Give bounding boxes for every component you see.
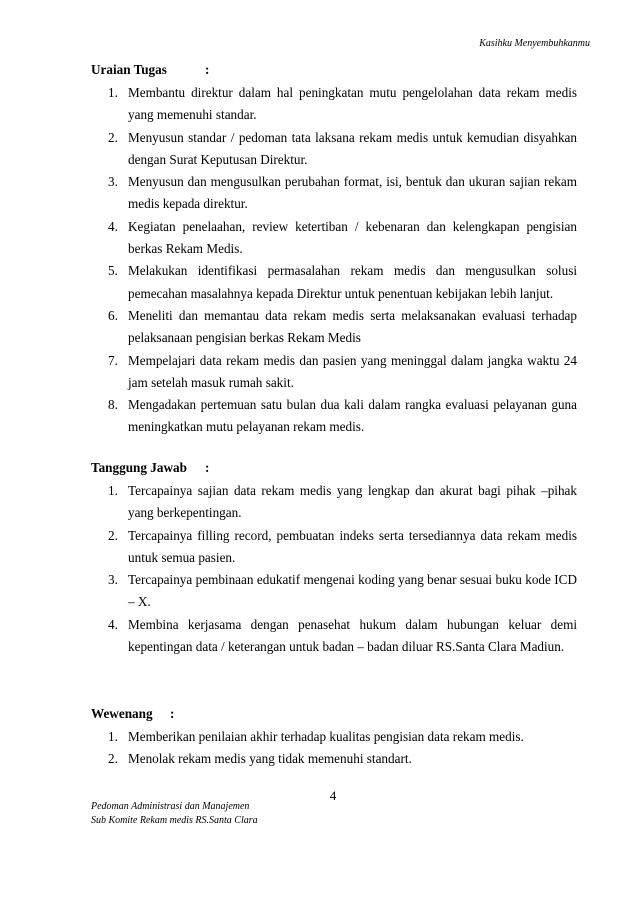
section-title-colon: : [205,62,210,77]
list-item [108,260,577,305]
list-number: 1. [108,483,118,498]
wewenang-list [108,726,577,771]
list-item [108,614,577,659]
section-title-wewenang [91,706,175,722]
page-footer [91,800,258,827]
section-title-colon: : [170,706,175,721]
list-number: 3. [108,174,118,190]
section-title-tanggung-jawab [91,460,210,476]
list-text: Melakukan identifikasi permasalahan rekam medis dan mengusulkan solusi pemecahan masalahnya kepada Direktur untuk penentuan kebijakan lebih lanjut. [128,263,577,301]
list-text: Membina kerjasama dengan penasehat hukum dalam hubungan keluar demi kepentingan data / keterangan untuk badan – badan diluar RS.Santa Clara Madiun. [128,616,577,655]
list-item [108,394,577,439]
tanggung-jawab-list [108,480,577,658]
list-text: Menyusun standar / pedoman tata laksana rekam medis untuk kemudian disyahkan dengan Surat Keputusan Direktur. [128,129,577,167]
list-number: 4. [108,616,118,632]
list-number: 2. [108,751,118,767]
list-item [108,305,577,350]
footer-line-1: Pedoman Administrasi dan Manajemen [91,801,250,812]
list-number: 7. [108,352,118,368]
list-text: Tercapainya pembinaan edukatif mengenai koding yang benar sesuai buku kode ICD – X. [128,572,577,610]
list-item [108,216,577,261]
page-number: 4 [329,788,337,803]
section-title-colon: : [205,460,210,475]
list-item [108,350,577,395]
footer-line-2: Sub Komite Rekam medis RS.Santa Clara [91,814,258,826]
list-text: Kegiatan penelaahan, review ketertiban / kebenaran dan kelengkapan pengisian berkas Rekam Medis. [128,218,577,257]
list-item [108,171,577,216]
section-title-uraian-tugas [91,62,210,78]
list-item [108,127,577,172]
list-text: Menolak rekam medis yang tidak memenuhi standart. [128,751,412,767]
list-item [108,82,577,127]
section-title-text: Uraian Tugas [91,62,167,77]
list-number: 6. [108,307,118,323]
list-number: 2. [108,129,118,145]
list-number: 1. [108,85,118,100]
list-item [108,480,577,525]
list-number: 1. [108,729,118,744]
list-item [108,726,577,748]
list-text: Tercapainya filling record, pembuatan indeks serta tersediannya data rekam medis untuk semua pasien. [128,527,577,565]
list-number: 8. [108,397,118,413]
list-text: Meneliti dan memantau data rekam medis serta melaksanakan evaluasi terhadap pelaksanaan pengisian berkas Rekam Medis [128,307,577,346]
list-number: 3. [108,572,118,588]
list-text: Mengadakan pertemuan satu bulan dua kali dalam rangka evaluasi pelayanan guna meningkatkan mutu pelayanan rekam medis. [128,397,577,435]
list-number: 2. [108,527,118,543]
uraian-tugas-list [108,82,577,439]
list-item [108,569,577,614]
section-title-text: Tanggung Jawab [91,460,187,475]
list-number: 4. [108,218,118,234]
list-text: Tercapainya sajian data rekam medis yang lengkap dan akurat bagi pihak –pihak yang berkepentingan. [128,483,577,521]
list-number: 5. [108,263,118,279]
running-header: Kasihku Menyembuhkanmu [479,38,590,49]
list-text: Mempelajari data rekam medis dan pasien yang meninggal dalam jangka waktu 24 jam setelah masuk rumah sakit. [128,352,577,390]
list-item [108,525,577,570]
list-text: Menyusun dan mengusulkan perubahan format, isi, bentuk dan ukuran sajian rekam medis kepada direktur. [128,174,577,212]
list-item [108,748,577,770]
list-text: Membantu direktur dalam hal peningkatan mutu pengelolahan data rekam medis yang memenuhi standar. [128,85,577,123]
list-text: Memberikan penilaian akhir terhadap kualitas pengisian data rekam medis. [128,729,524,744]
section-title-text: Wewenang [91,706,153,721]
